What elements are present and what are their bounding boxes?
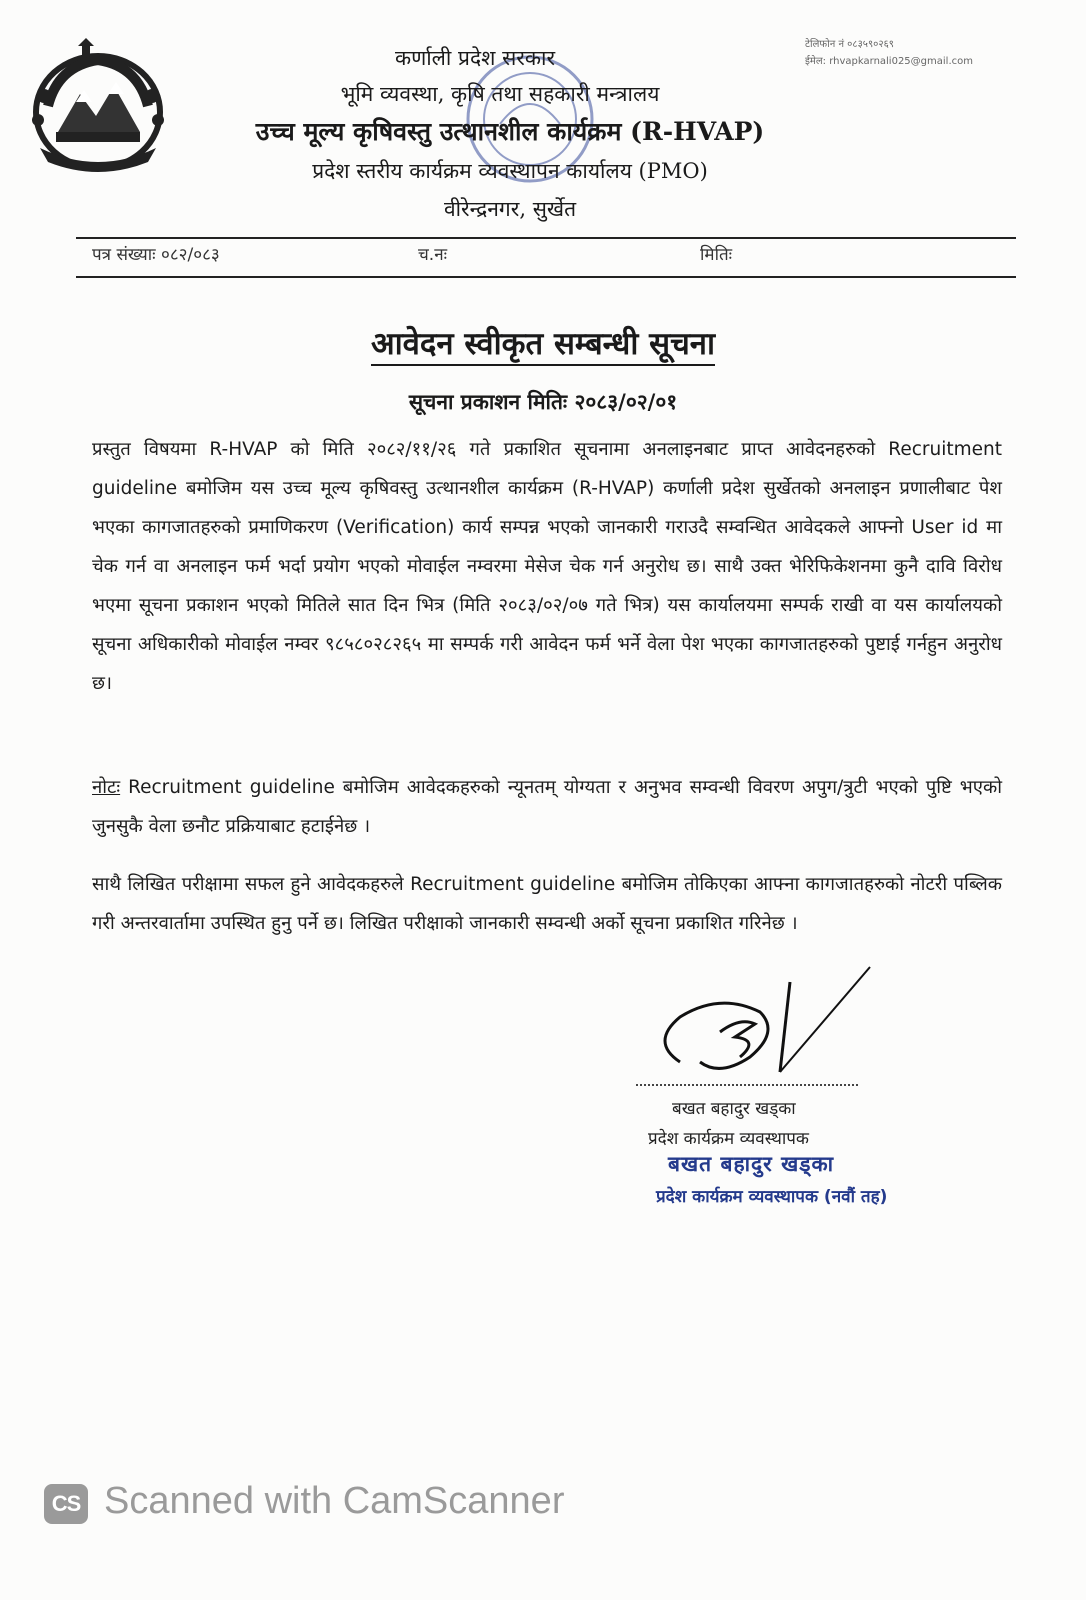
signature-line bbox=[636, 1084, 858, 1086]
nepal-government-emblem-icon bbox=[18, 36, 178, 178]
contact-info bbox=[805, 36, 1005, 70]
header-rule-top bbox=[76, 237, 1016, 239]
camscanner-logo-icon: CS bbox=[44, 1484, 88, 1524]
letter-date: मितिः bbox=[700, 245, 733, 265]
note-text: Recruitment guideline बमोजिम आवेदकहरुको न्यूनतम् योग्यता र अनुभव सम्वन्धी विवरण अपुग/त्रुटी भएको पुष्टि भएको जुनसुकै वेला छनौट प्रक्रियाबाट हटाईनेछ । bbox=[92, 777, 1002, 837]
dispatch-number: च.नः bbox=[418, 245, 448, 265]
email-address: ईमेल: rhvapkarnali025@gmail.com bbox=[805, 56, 973, 67]
notice-title bbox=[0, 322, 1086, 364]
stamp-signatory-title: प्रदेश कार्यक्रम व्यवस्थापक (नवौं तह) bbox=[656, 1187, 888, 1207]
note-label: नोटः bbox=[92, 777, 121, 798]
notice-paragraph-3: साथै लिखित परीक्षामा सफल हुने आवेदकहरुले Recruitment guideline बमोजिम तोकिएका आफ्ना कागजातहरुको नोटरी पब्लिक गरी अन्तरवार्तामा उपस्थित हुनु पर्ने छ। लिखित परीक्षाको जानकारी सम्वन्धी अर्को सूचना प्रकाशित गरिनेछ । bbox=[92, 874, 1002, 934]
signatory-name: बखत बहादुर खड्का bbox=[672, 1099, 796, 1119]
publish-date: सूचना प्रकाशन मितिः २०८३/०२/०१ bbox=[408, 390, 678, 414]
notice-title-text: आवेदन स्वीकृत सम्बन्धी सूचना bbox=[371, 326, 715, 366]
letter-number: पत्र संख्याः ०८२/०८३ bbox=[92, 245, 220, 265]
header-rule-bottom bbox=[76, 276, 1016, 278]
handwritten-signature-icon bbox=[640, 962, 910, 1092]
notice-note bbox=[92, 768, 1002, 846]
office-header bbox=[190, 40, 790, 228]
office-address: वीरेन्द्रनगर, सुर्खेत bbox=[443, 197, 577, 221]
province-government-name: कर्णाली प्रदेश सरकार bbox=[394, 46, 556, 70]
signatory-title: प्रदेश कार्यक्रम व्यवस्थापक bbox=[648, 1129, 809, 1149]
camscanner-watermark: Scanned with CamScanner bbox=[104, 1480, 565, 1522]
stamp-signatory-name: बखत बहादुर खड्का bbox=[668, 1152, 835, 1176]
ministry-name: भूमि व्यवस्था, कृषि तथा सहकारी मन्त्रालय bbox=[340, 82, 660, 106]
notice-paragraph-1: प्रस्तुत विषयमा R-HVAP को मिति २०८२/११/२६ गते प्रकाशित सूचनामा अनलाइनबाट प्राप्त आवेदनहरुको Recruitment guideline बमोजिम यस उच्च मूल्य कृषिवस्तु उत्थानशील कार्यक्रम (R-HVAP) कर्णाली प्रदेश सुर्खेतको अनलाइन प्रणालीबाट पेश भएका कागजातहरुको प्रमाणिकरण (Verification) कार्य सम्पन्न भएको जानकारी गराउदै सम्वन्धित आवेदकले आफ्नो User id मा चेक गर्न वा अनलाइन फर्म भर्दा प्रयोग भएको मोवाईल नम्वरमा मेसेज चेक गर्न अनुरोध छ। साथै उक्त भेरिफिकेशनमा कुनै दावि विरोध भएमा सूचना प्रकाशन भएको मितिले सात दिन भित्र (मिति २०८३/०२/०७ गते भित्र) यस कार्यालयमा सम्पर्क राखी वा यस कार्यालयको सूचना अधिकारीको मोवाईल नम्वर ९८५८०२८२६५ मा सम्पर्क गरी आवेदन फर्म भर्ने वेला पेश भएका कागजातहरुको पुष्टाई गर्नहुन अनुरोध छ। bbox=[92, 439, 1002, 694]
office-name: प्रदेश स्तरीय कार्यक्रम व्यवस्थापन कार्यालय (PMO) bbox=[312, 159, 708, 183]
phone-number: टेलिफोन नं ०८३५९०२६९ bbox=[805, 39, 894, 50]
program-name: उच्च मूल्य कृषिवस्तु उत्थानशील कार्यक्रम (R-HVAP) bbox=[255, 117, 765, 146]
